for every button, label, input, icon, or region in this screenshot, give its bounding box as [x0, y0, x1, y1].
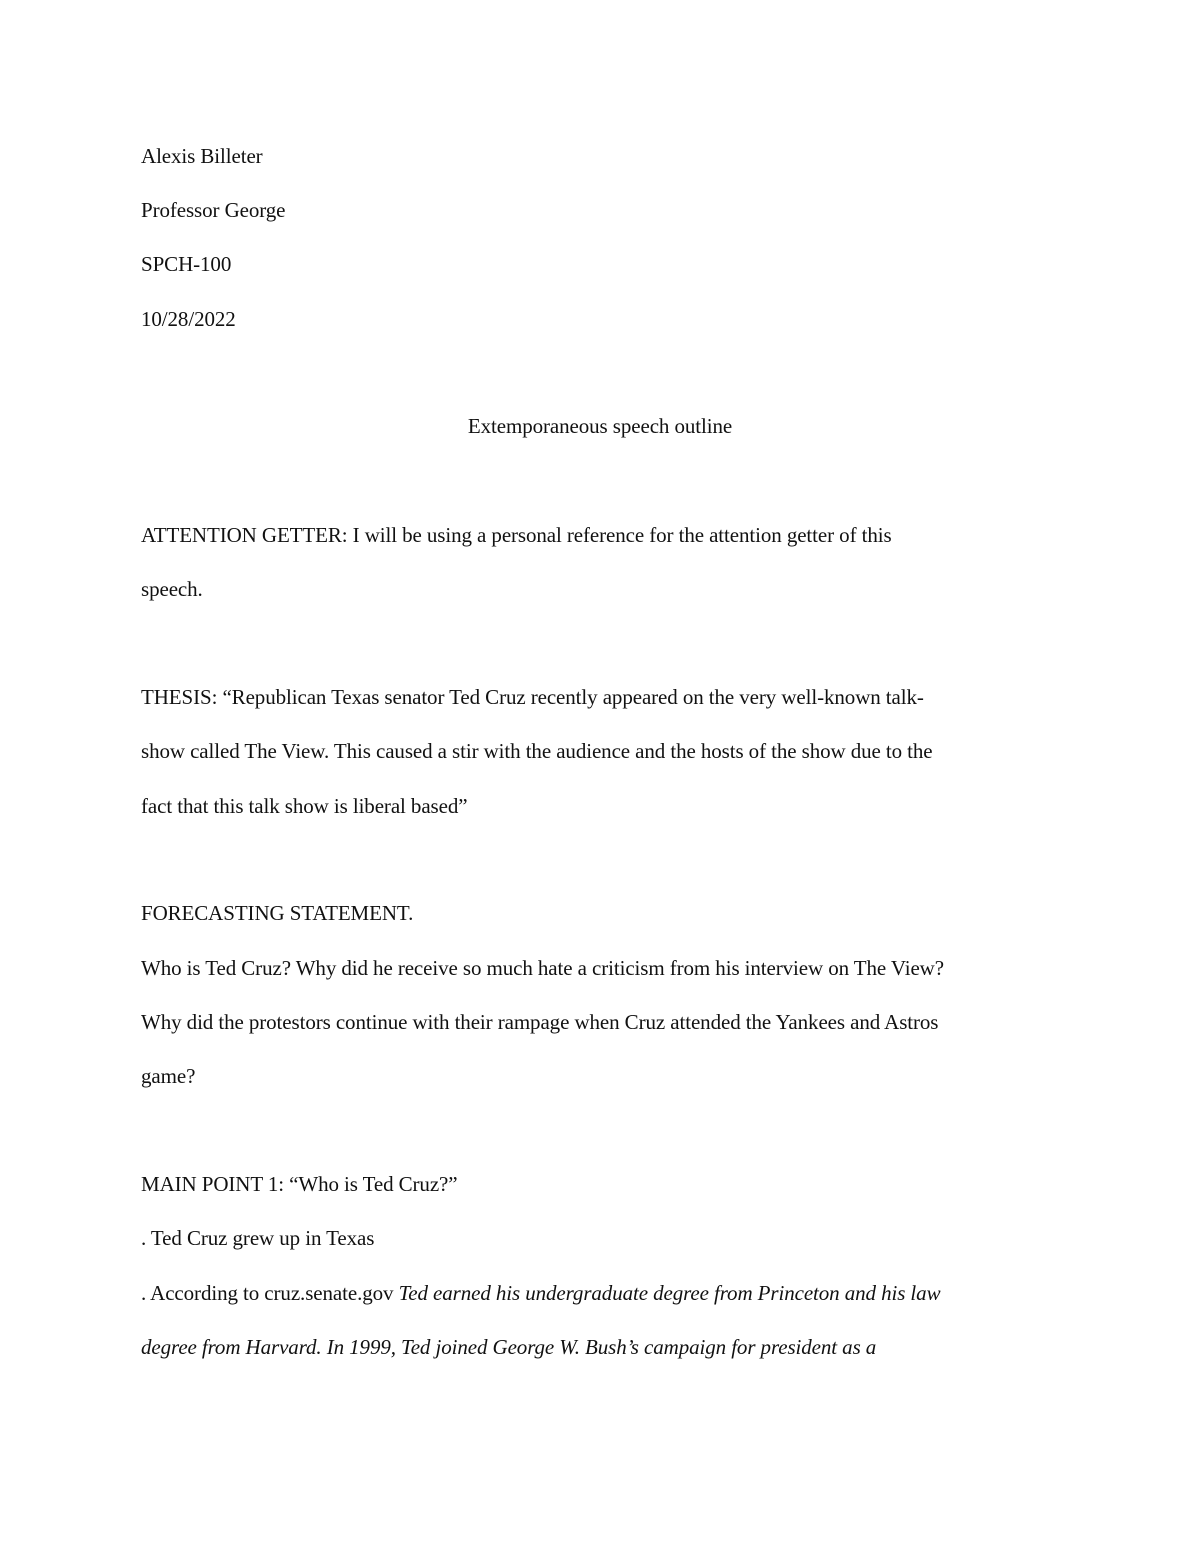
bullet-2-italic-quote: Ted earned his undergraduate degree from Princeton and his law [398, 1281, 941, 1305]
course-code: SPCH-100 [141, 252, 232, 276]
forecasting-line-3: game? [141, 1064, 196, 1088]
thesis-line-1: THESIS: “Republican Texas senator Ted Cruz recently appeared on the very well-known talk- [141, 685, 924, 709]
bullet-2-plain-text: . According to cruz.senate.gov [141, 1281, 399, 1305]
main-point-1-bullet-1: . Ted Cruz grew up in Texas [141, 1226, 375, 1250]
main-point-1-heading: MAIN POINT 1: “Who is Ted Cruz?” [141, 1172, 458, 1196]
professor-name: Professor George [141, 198, 286, 222]
thesis-line-3: fact that this talk show is liberal based” [141, 794, 468, 818]
forecasting-heading: FORECASTING STATEMENT. [141, 901, 414, 925]
document-date: 10/28/2022 [141, 307, 236, 331]
main-point-1-bullet-2 [141, 1279, 940, 1307]
document-title: Extemporaneous speech outline [467, 414, 733, 438]
attention-getter-line-2: speech. [141, 577, 203, 601]
attention-getter-line-1: ATTENTION GETTER: I will be using a personal reference for the attention getter of this [141, 523, 892, 547]
thesis-line-2: show called The View. This caused a stir with the audience and the hosts of the show due to the [141, 739, 933, 763]
author-name: Alexis Billeter [141, 144, 263, 168]
main-point-1-quote-line-2: degree from Harvard. In 1999, Ted joined George W. Bush’s campaign for president as a [141, 1335, 877, 1359]
forecasting-line-2: Why did the protestors continue with their rampage when Cruz attended the Yankees and Astros [141, 1010, 939, 1034]
forecasting-line-1: Who is Ted Cruz? Why did he receive so much hate a criticism from his interview on The View? [141, 956, 944, 980]
